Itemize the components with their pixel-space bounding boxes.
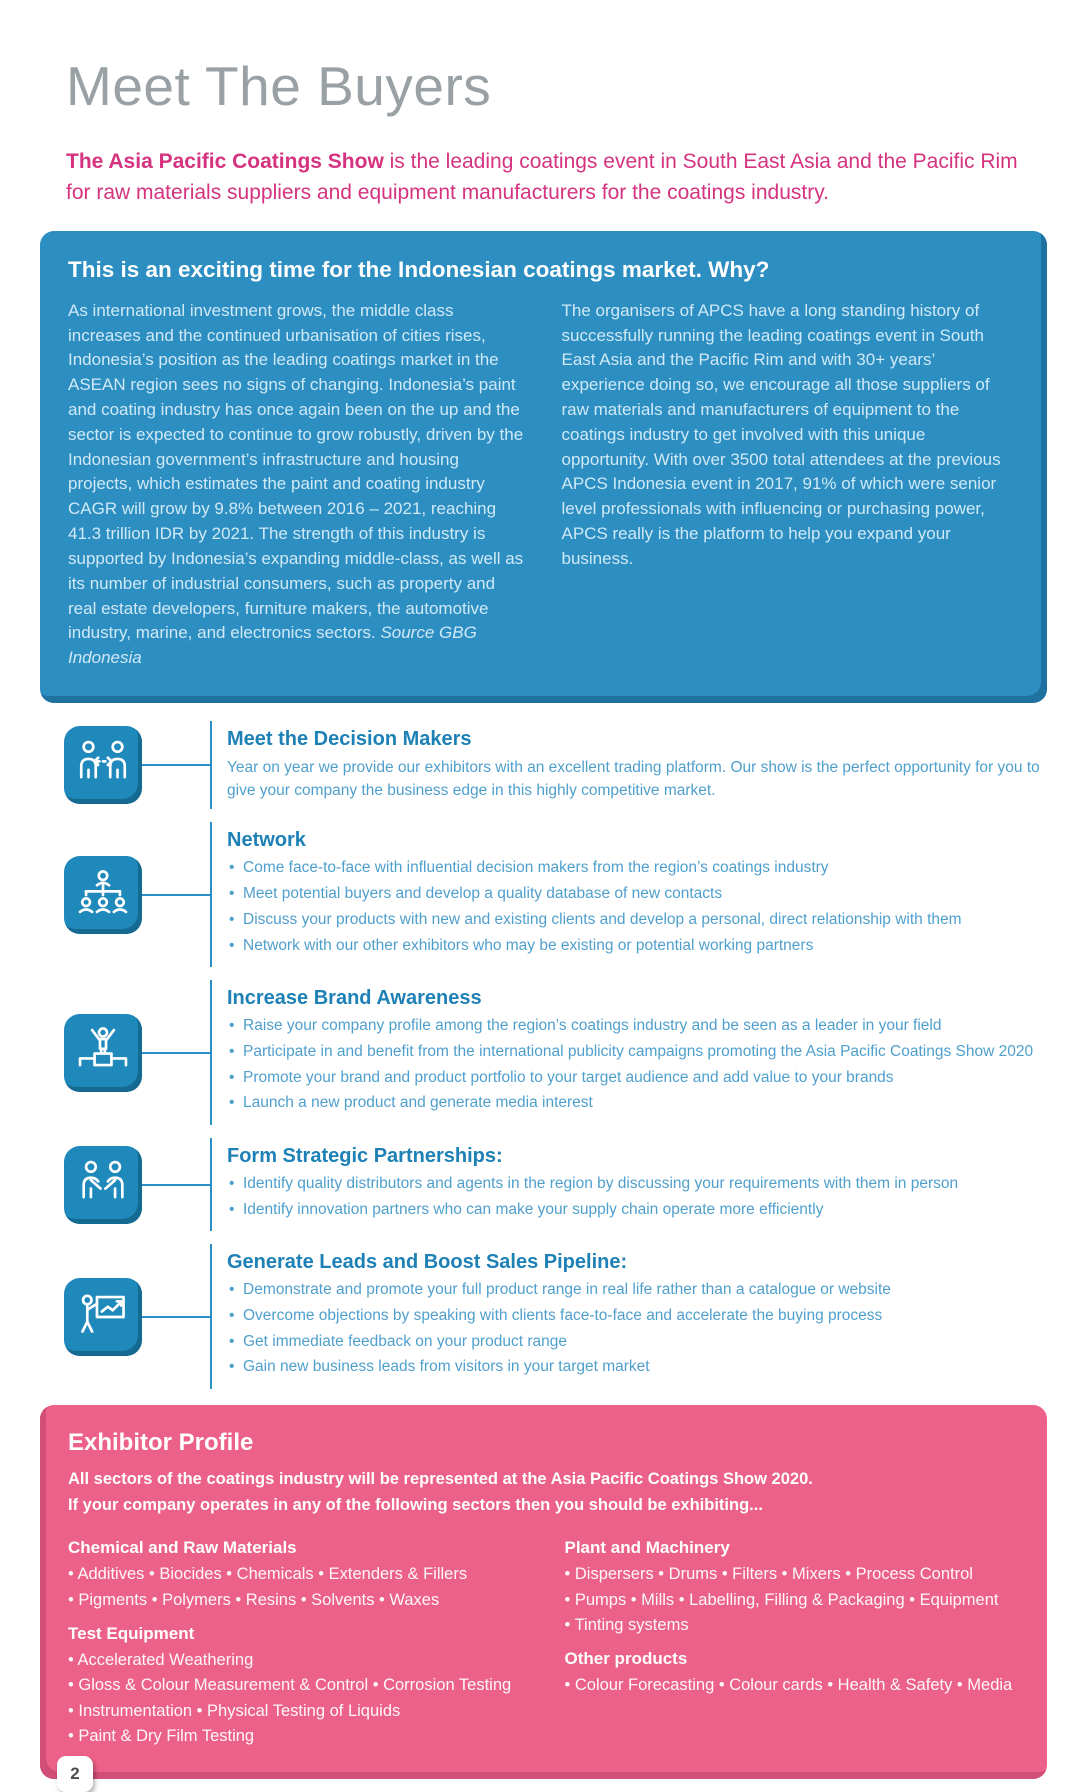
benefit-icon-cell <box>64 856 210 934</box>
sector-line: • Dispersers • Drums • Filters • Mixers • Process Control <box>564 1565 973 1584</box>
benefit-section-partnerships <box>64 1138 1043 1231</box>
exhibitor-columns <box>68 1526 1017 1751</box>
benefit-text-cell <box>210 1244 1043 1389</box>
market-panel-heading: This is an exciting time for the Indonesian coatings market. Why? <box>68 256 770 282</box>
exhibitor-intro-line-2: If your company operates in any of the following sectors then you should be exhibiting... <box>68 1495 763 1514</box>
benefit-bullets <box>227 1173 1043 1220</box>
sector-line: • Gloss & Colour Measurement & Control • Corrosion Testing <box>68 1676 512 1695</box>
bullet-item: • Participate in and benefit from the international publicity campaigns promoting the Asia Pacific Coatings Show 2020 <box>227 1041 1043 1063</box>
benefit-icon-cell <box>64 1014 210 1092</box>
benefit-bullets <box>227 857 1043 956</box>
sector-line: • Tinting systems <box>564 1616 689 1635</box>
exhibitor-intro-line-1: All sectors of the coatings industry will be represented at the Asia Pacific Coatings Show 2020. <box>68 1470 813 1489</box>
brochure-page <box>0 55 1087 1783</box>
bullet-item: • Raise your company profile among the region’s coatings industry and be seen as a leader in your field <box>227 1015 1043 1037</box>
benefit-title: Form Strategic Partnerships: <box>227 1144 503 1167</box>
org-chart-icon <box>64 856 142 934</box>
sector-group-plant-machinery <box>565 1538 1018 1637</box>
market-right-column: The organisers of APCS have a long standing history of successfully running the leading coatings event in South East Asia and the Pacific Rim and with 30+ years’ experience doing so, we encourage all those suppliers of raw materials and manufacturers of equipment to the coatings industry to get involved with this unique opportunity. With over 3500 total attendees at the previous APCS Indonesia event in 2017, 91% of which were senior level professionals with influencing or purchasing power, APCS really is the platform to help you expand your business. <box>561 300 1001 568</box>
benefit-title: Increase Brand Awareness <box>227 987 482 1010</box>
benefit-body: Year on year we provide our exhibitors with an excellent trading platform. Our show is the perfect opportunity for you to give your company the business edge in this highly competitive market. <box>227 758 1040 800</box>
benefits-list <box>0 721 1087 1389</box>
exhibitor-left-column <box>68 1526 521 1751</box>
exhibitor-profile-panel <box>40 1405 1047 1783</box>
bullet-item: • Overcome objections by speaking with clients face-to-face and accelerate the buying process <box>227 1305 1043 1327</box>
benefit-text-cell <box>210 980 1043 1125</box>
bullet-item: • Promote your brand and product portfolio to your target audience and add value to your brands <box>227 1067 1043 1089</box>
benefit-bullets <box>227 1015 1043 1114</box>
bullet-item: • Discuss your products with new and existing clients and develop a personal, direct relationship with them <box>227 909 1043 931</box>
exhibitor-right-column <box>565 1526 1018 1751</box>
benefit-icon-cell <box>64 726 210 804</box>
bullet-item: • Meet potential buyers and develop a quality database of new contacts <box>227 883 1043 905</box>
bullet-item: • Demonstrate and promote your full product range in real life rather than a catalogue or website <box>227 1279 1043 1301</box>
sector-heading: Plant and Machinery <box>564 1538 730 1558</box>
sector-line: • Pigments • Polymers • Resins • Solvents • Waxes <box>68 1590 440 1609</box>
handshake-icon <box>64 1146 142 1224</box>
sector-line: • Colour Forecasting • Colour cards • Health & Safety • Media <box>564 1676 1013 1695</box>
benefit-bullets <box>227 1279 1043 1378</box>
benefit-section-brand-awareness <box>64 980 1043 1125</box>
intro-text: is the leading coatings event in South East Asia and the Pacific Rim for raw materials suppliers and equipment manufacturers for the coatings industry. <box>66 149 1018 205</box>
bullet-item: • Identify innovation partners who can make your supply chain operate more efficiently <box>227 1199 1043 1221</box>
benefit-title: Meet the Decision Makers <box>227 727 472 750</box>
benefit-section-generate-leads <box>64 1244 1043 1389</box>
benefit-title: Generate Leads and Boost Sales Pipeline: <box>227 1251 628 1274</box>
intro-show-name: The Asia Pacific Coatings Show <box>66 149 384 173</box>
intro-paragraph <box>66 146 1021 209</box>
bullet-item: • Network with our other exhibitors who may be existing or potential working partners <box>227 935 1043 957</box>
exhibitor-heading: Exhibitor Profile <box>68 1429 254 1457</box>
sector-line: • Instrumentation • Physical Testing of Liquids <box>68 1701 401 1720</box>
benefit-icon-cell <box>64 1278 210 1356</box>
sector-heading: Test Equipment <box>68 1624 195 1644</box>
sector-group-test-equipment <box>68 1624 521 1749</box>
bullet-item: • Come face-to-face with influential decision makers from the region’s coatings industry <box>227 857 1043 879</box>
bullet-item: • Identify quality distributors and agents in the region by discussing your requirements with them in person <box>227 1173 1043 1195</box>
bullet-item: • Gain new business leads from visitors in your target market <box>227 1356 1043 1378</box>
bullet-item: • Launch a new product and generate media interest <box>227 1092 1043 1114</box>
sector-group-chemical <box>68 1538 521 1612</box>
benefit-text-cell <box>210 822 1043 967</box>
market-source-citation: Source GBG Indonesia <box>68 623 477 668</box>
benefit-icon-cell <box>64 1146 210 1224</box>
market-left-text: As international investment grows, the middle class increases and the continued urbanisation of cities rises, Indonesia’s position as the leading coatings market in the ASEAN region sees no signs of changing. Indonesia’s paint and coating industry has once again been on the up and the sector is expected to continue to grow robustly, driven by the Indonesian government’s infrastructure and housing projects, which estimates the paint and coating industry CAGR will grow by 9.8% between 2016 – 2021, reaching 41.3 trillion IDR by 2021. The strength of this industry is supported by Indonesia’s expanding middle-class, as well as its number of industrial consumers, such as property and real estate developers, furniture makers, the automotive industry, marine, and electronics sectors. <box>68 300 524 643</box>
sector-heading: Chemical and Raw Materials <box>68 1538 297 1558</box>
sector-line: • Accelerated Weathering <box>68 1651 254 1670</box>
sector-line: • Pumps • Mills • Labelling, Filling & Packaging • Equipment <box>564 1590 999 1609</box>
bullet-item: • Get immediate feedback on your product range <box>227 1331 1043 1353</box>
page-number-badge: 2 <box>57 1756 93 1792</box>
benefit-text-cell <box>210 1138 1043 1231</box>
benefit-section-decision-makers <box>64 721 1043 810</box>
sector-heading: Other products <box>564 1649 688 1669</box>
benefit-title: Network <box>227 829 306 852</box>
sector-line: • Paint & Dry Film Testing <box>68 1727 255 1746</box>
sector-line: • Additives • Biocides • Chemicals • Extenders & Fillers <box>68 1565 468 1584</box>
market-left-column <box>68 299 524 671</box>
presenter-icon <box>64 1278 142 1356</box>
page-title: Meet The Buyers <box>66 55 492 117</box>
sector-group-other-products <box>565 1649 1018 1697</box>
podium-winner-icon <box>64 1014 142 1092</box>
market-overview-panel <box>40 231 1047 703</box>
decision-makers-icon <box>64 726 142 804</box>
benefit-section-network <box>64 822 1043 967</box>
benefit-text-cell <box>210 721 1043 810</box>
market-panel-columns <box>68 299 1017 671</box>
